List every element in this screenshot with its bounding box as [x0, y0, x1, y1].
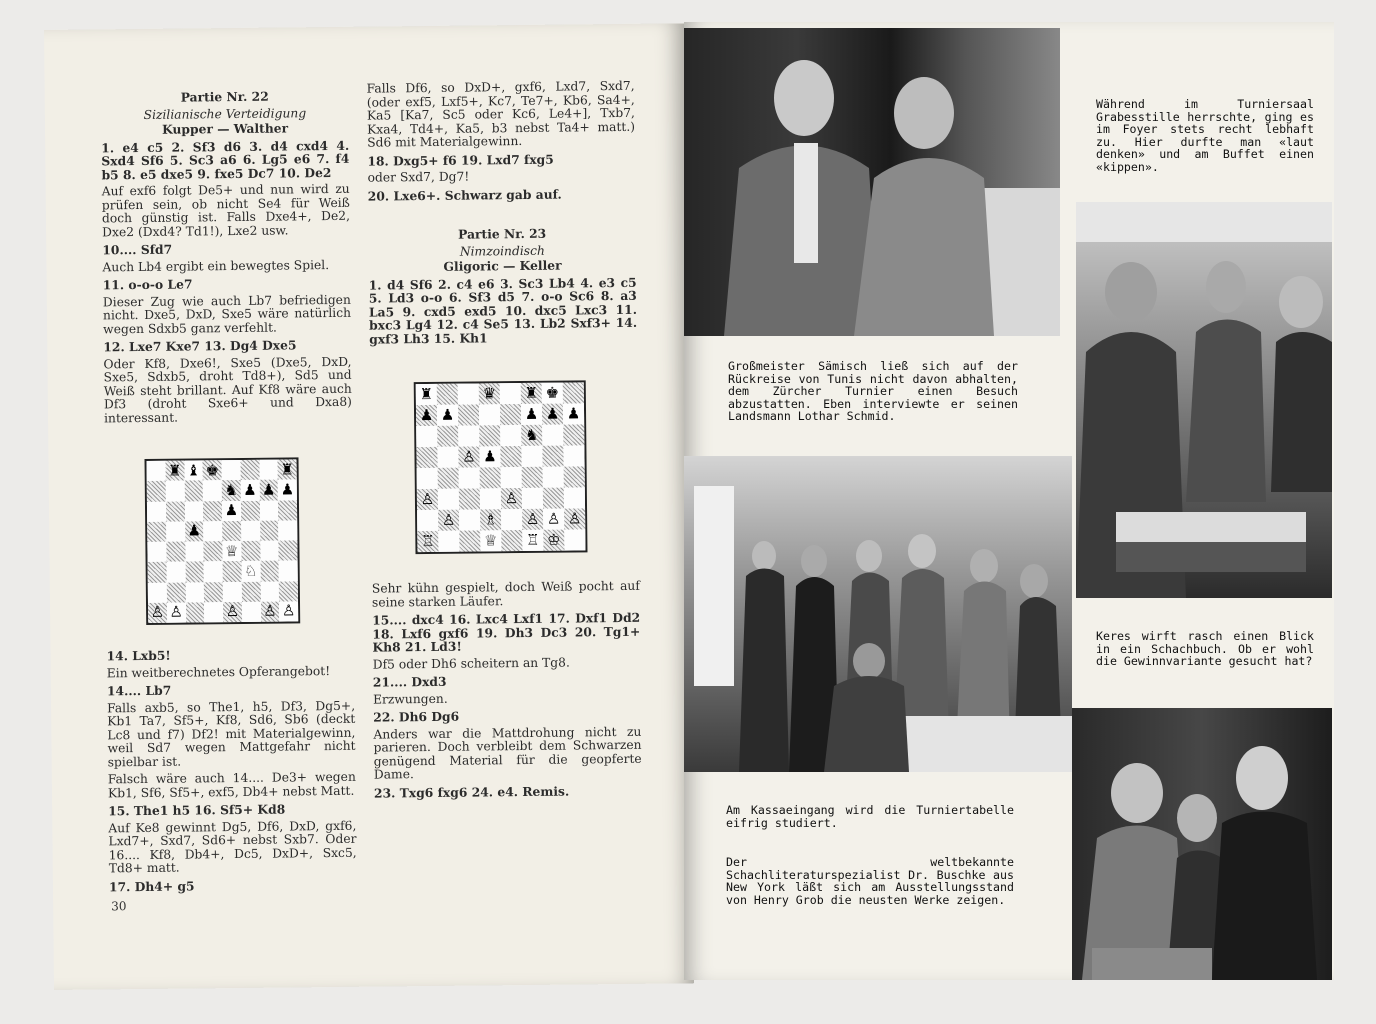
board-square [241, 541, 260, 561]
photo-saemisch-interview [684, 28, 1060, 336]
board-square [241, 521, 260, 541]
board-square [147, 481, 166, 501]
board-square [241, 500, 260, 520]
board-square [279, 561, 298, 581]
board-square: ♟ [521, 404, 542, 425]
board-square [563, 445, 584, 466]
board-square [147, 501, 166, 521]
board-square [459, 488, 480, 509]
game22-cont-line1: Falls Df6, so DxD+, gxf6, Lxd7, Sxd7, (oder exf5, Lxf5+, Kc7, Te7+, Kb6, Sa4+, Ka5 [Ka7, Sc5 oder Kc6, Le4+], Txb7, Kxa4, Td4+, Ka5, b3 nebst Ta4+ matt.) Sd6 mit Materialgewinn. [366, 78, 636, 150]
board-square [438, 531, 459, 552]
board-square [480, 488, 501, 509]
photo-figures [1072, 708, 1332, 980]
board-square [204, 541, 223, 561]
board-square [500, 446, 521, 467]
board-square [522, 467, 543, 488]
caption-buschke: Der weltbekannte Schachliteraturspezialist Dr. Buschke aus New York läßt sich am Ausstellungsstand von Henry Grob die neusten Werke zeigen. [726, 855, 1014, 907]
board-square [500, 404, 521, 425]
board-square [147, 542, 166, 562]
board-square [165, 481, 184, 501]
board-square: ♟ [563, 403, 584, 424]
board-square: ♟ [437, 405, 458, 426]
board-square: ♗ [480, 509, 501, 530]
board-square [186, 602, 205, 622]
board-square [543, 467, 564, 488]
game22-moves-intro: 1. e4 c5 2. Sf3 d6 3. d4 cxd4 4. Sxd4 Sf6 5. Sc3 a6 6. Lg5 e6 7. f4 b5 8. e5 dxe5 9. fxe5 Dc7 10. De2 [101, 137, 350, 182]
board-square: ♙ [417, 489, 438, 510]
board-square [501, 509, 522, 530]
board-square: ♙ [543, 509, 564, 530]
caption-foyer: Während im Turniersaal Grabesstille herrschte, ging es im Foyer stets recht lebhaft zu. Hier durfte man «laut denken» und am Buffet einen «kippen». [1096, 97, 1314, 174]
board-square [278, 520, 297, 540]
board-square [166, 542, 185, 562]
game22-move17: 17. Dh4+ g5 [108, 877, 195, 894]
spacer [368, 204, 636, 225]
game23-move23: 23. Txg6 fxg6 24. e4. Remis. [373, 783, 570, 801]
board-square [500, 425, 521, 446]
board-square: ♚ [203, 460, 222, 480]
board-square: ♙ [148, 602, 167, 622]
game22-move14b: 14.... Lb7 [106, 682, 172, 699]
board-square: ♝ [184, 460, 203, 480]
board-square [459, 509, 480, 530]
board-square [563, 424, 584, 445]
game22-move15: 15. The1 h5 16. Sf5+ Kd8 [108, 801, 286, 819]
board-square [501, 467, 522, 488]
chess-diagram-2 [414, 380, 588, 554]
board-square: ♘ [241, 561, 260, 581]
board-square [204, 602, 223, 622]
board-square [278, 500, 297, 520]
board-square [204, 561, 223, 581]
board-square [501, 530, 522, 551]
board-square [240, 460, 259, 480]
board-square [459, 467, 480, 488]
caption-kassaeingang: Am Kassaeingang wird die Turniertabelle eifrig studiert. [726, 803, 1014, 830]
photo-kassaeingang [684, 456, 1072, 772]
board-square: ♛ [479, 383, 500, 404]
board-square [166, 501, 185, 521]
game22-players: Kupper — Walther [161, 120, 289, 137]
board-square [416, 426, 437, 447]
game23-players: Gligoric — Keller [443, 257, 562, 274]
board-square: ♙ [167, 602, 186, 622]
board-square [259, 460, 278, 480]
board-square [564, 529, 585, 550]
board-square: ♜ [165, 461, 184, 481]
board-square [458, 404, 479, 425]
board-square: ♚ [542, 383, 563, 404]
board-square [166, 562, 185, 582]
board-square [500, 383, 521, 404]
board-square [564, 466, 585, 487]
game22-move10: 10.... Sfd7 [102, 241, 173, 258]
game22-note4: Oder Kf8, Dxe6!, Sxe5 (Dxe5, DxD, Sxe5, Sdxb5, droht Td8+), Sd5 und Weiß steht brillant. Auf Kf8 wäre auch Df3 (droht Sxe6+ und Dxa8) interessant. [103, 354, 352, 425]
board-square [260, 541, 279, 561]
game22-note8: Auf Ke8 gewinnt Dg5, Df6, DxD, gxf6, Lxd7+, Sxd7, Sd6+ nebst Sxb7. Oder 16.... Kf8, Db4+, Dc5, DxD+, Sxc5, Td8+ matt. [108, 818, 357, 876]
game22-note5: Ein weitberechnetes Opferangebot! [106, 663, 331, 680]
board-square [147, 461, 166, 481]
board-square [184, 501, 203, 521]
game22-note6: Falls axb5, so The1, h5, Df3, Dg5+, Kb1 Ta7, Sf5+, Kf8, Sd6, Sb6 (deckt Lc8 und f7) Df2! mit Materialgewinn, weil Sd7 wegen Mattgefahr nicht spielbar ist. [107, 698, 356, 769]
game23-move22: 22. Dh6 Dg6 [373, 708, 460, 725]
board-square: ♔ [543, 530, 564, 551]
board-square: ♞ [222, 480, 241, 500]
board-square: ♟ [259, 480, 278, 500]
board-square [543, 488, 564, 509]
board-square: ♜ [278, 459, 297, 479]
board-square [279, 540, 298, 560]
game22-cont-note: oder Sxd7, Dg7! [367, 169, 470, 185]
board-square [458, 383, 479, 404]
board-square: ♙ [260, 601, 279, 621]
board-square [203, 501, 222, 521]
board-square [259, 500, 278, 520]
board-square: ♖ [417, 531, 438, 552]
photo-figures [1076, 202, 1332, 598]
board-square [437, 426, 458, 447]
caption-saemisch: Großmeister Sämisch ließ sich auf der Rückreise von Tunis nicht davon abhalten, dem Zürcher Turnier einen Besuch abzustatten. Eben interviewte er seinen Landsmann Lothar Schmid. [728, 359, 1018, 424]
game22-note3: Dieser Zug wie auch Lb7 befriedigen nicht. Dxe5, DxD, Sxe5 wäre natürlich wegen Sdxb5 ganz verfehlt. [102, 292, 352, 336]
game23-title: Partie Nr. 23 [458, 225, 547, 242]
chess-diagram-1 [144, 457, 300, 625]
board-square [185, 562, 204, 582]
board-square [185, 582, 204, 602]
right-column-lower [372, 580, 642, 804]
board-square [438, 489, 459, 510]
game23-note4: Anders war die Mattdrohung nicht zu parieren. Doch verbleibt dem Schwarzen genügend Material für die geopferte Dame. [373, 724, 642, 782]
board-square [564, 487, 585, 508]
board-square: ♖ [522, 530, 543, 551]
board-square [147, 522, 166, 542]
board-square: ♙ [458, 446, 479, 467]
board-square: ♕ [480, 530, 501, 551]
board-square: ♟ [278, 480, 297, 500]
game22-title: Partie Nr. 22 [180, 88, 269, 105]
board-square [521, 446, 542, 467]
board-square: ♙ [501, 488, 522, 509]
board-square [242, 602, 261, 622]
board-square [417, 510, 438, 531]
board-square [166, 521, 185, 541]
board-square: ♙ [223, 602, 242, 622]
game22-note7: Falsch wäre auch 14.... De3+ wegen Kb1, Sf6, Sf5+, exf5, Db4+ nebst Matt. [107, 769, 356, 800]
caption-keres: Keres wirft rasch einen Blick in ein Schachbuch. Ob er wohl die Gewinnvariante gesucht hat? [1096, 629, 1314, 669]
game22-move20: 20. Lxe6+. Schwarz gab auf. [367, 186, 562, 204]
board-square [522, 488, 543, 509]
board-square [458, 425, 479, 446]
board-square [542, 446, 563, 467]
board-square [242, 581, 261, 601]
board-square: ♜ [416, 384, 437, 405]
board-square [542, 425, 563, 446]
game23-opening: Nimzoindisch [459, 243, 545, 259]
board-square [437, 447, 458, 468]
board-square [185, 541, 204, 561]
board-square [203, 521, 222, 541]
right-column [367, 80, 638, 350]
board-square [148, 562, 167, 582]
board-square [184, 481, 203, 501]
board-square [260, 581, 279, 601]
left-column-lower [106, 647, 357, 898]
game22-move18: 18. Dxg5+ f6 19. Lxd7 fxg5 [367, 151, 554, 169]
photo-foyer [1076, 202, 1332, 598]
board-square [480, 467, 501, 488]
photo-figures [684, 456, 1072, 772]
photo-figures [684, 28, 1060, 336]
board-square [479, 404, 500, 425]
game22-move12: 12. Lxe7 Kxe7 13. Dg4 Dxe5 [103, 337, 297, 355]
board-square: ♙ [279, 601, 298, 621]
board-square: ♙ [522, 509, 543, 530]
board-square [222, 521, 241, 541]
board-square [260, 520, 279, 540]
game23-note1: Sehr kühn gespielt, doch Weiß pocht auf seine starken Läufer. [371, 578, 640, 610]
board-square [279, 581, 298, 601]
board-square [204, 582, 223, 602]
board-square [167, 582, 186, 602]
board-square: ♟ [416, 405, 437, 426]
board-square [438, 468, 459, 489]
board-square [222, 460, 241, 480]
game22-move11: 11. o-o-o Le7 [102, 276, 193, 293]
left-page [44, 23, 694, 990]
board-square: ♙ [564, 508, 585, 529]
game23-move15: 15.... dxc4 16. Lxc4 Lxf1 17. Dxf1 Dd2 18. Lxf6 gxf6 19. Dh3 Dc3 20. Tg1+ Kh8 21. Ld3! [372, 609, 641, 655]
game22-opening: Sizilianische Verteidigung [143, 105, 307, 122]
board-square: ♟ [222, 500, 241, 520]
game23-move21: 21.... Dxd3 [372, 673, 447, 690]
right-page [684, 22, 1334, 980]
board-square: ♟ [542, 404, 563, 425]
game23-note3: Erzwungen. [372, 691, 448, 707]
board-square [479, 425, 500, 446]
board-square [416, 447, 437, 468]
left-column [101, 89, 353, 430]
board-square [223, 581, 242, 601]
board-square: ♟ [240, 480, 259, 500]
board-square [563, 382, 584, 403]
game22-note2: Auch Lb4 ergibt ein bewegtes Spiel. [102, 257, 330, 274]
game22-move14: 14. Lxb5! [106, 647, 171, 664]
board-square [203, 480, 222, 500]
game22-note1: Auf exf6 folgt De5+ und nun wird zu prüfen sein, ob nicht Se4 für Weiß doch günstig ist. Falls Dxe4+, De2, Dxe2 (Dxd4? Td1!), Lxe2 usw. [101, 181, 351, 239]
page-number: 30 [111, 899, 127, 914]
board-square [417, 468, 438, 489]
board-square: ♞ [521, 425, 542, 446]
game23-note2: Df5 oder Dh6 scheitern an Tg8. [372, 655, 570, 672]
board-square [459, 530, 480, 551]
board-square: ♙ [438, 510, 459, 531]
board-square [148, 582, 167, 602]
photo-buschke [1072, 708, 1332, 980]
board-square: ♟ [185, 521, 204, 541]
board-square: ♕ [222, 541, 241, 561]
board-square [437, 384, 458, 405]
board-square [260, 561, 279, 581]
board-square [223, 561, 242, 581]
board-square: ♟ [479, 446, 500, 467]
game23-moves-intro: 1. d4 Sf6 2. c4 e6 3. Sc3 Lb4 4. e3 c5 5. Ld3 o-o 6. Sf3 d5 7. o-o Sc6 8. a3 La5 9. cxd5 exd5 10. dxc5 Lxc3 11. bxc3 Lg4 12. c4 Se5 13. Lb2 Sxf3+ 14. gxf3 Lh3 15. Kh1 [368, 274, 638, 347]
board-square: ♜ [521, 383, 542, 404]
